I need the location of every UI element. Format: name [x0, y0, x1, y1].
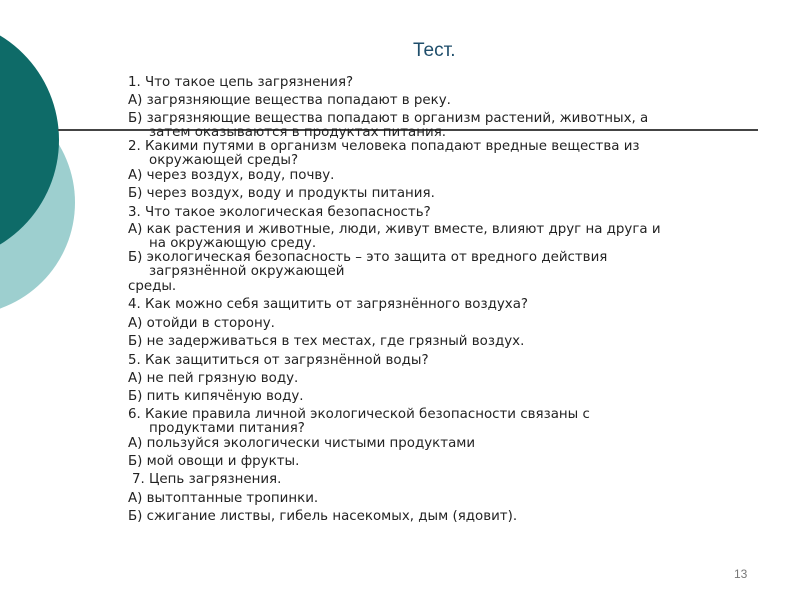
question-5: 5. Как защититься от загрязнённой воды?	[128, 352, 429, 368]
answer-2b: Б) через воздух, воду и продукты питания.	[128, 186, 435, 202]
question-3: 3. Что такое экологическая безопасность?	[128, 204, 431, 220]
test-questions	[128, 75, 748, 528]
answer-7a: А) вытоптанные тропинки.	[128, 490, 319, 506]
answer-6a: А) пользуйся экологически чистыми продуктами	[128, 435, 476, 451]
question-7: 7. Цепь загрязнения.	[132, 472, 282, 488]
answer-6b: Б) мой овощи и фрукты.	[128, 454, 300, 470]
answer-3a: А) как растения и животные, люди, живут вместе, влияют друг на друга и	[128, 221, 661, 237]
question-2: 2. Какими путями в организм человека попадают вредные вещества из	[128, 138, 640, 154]
answer-5a: А) не пей грязную воду.	[128, 370, 299, 386]
answer-3b-end: среды.	[128, 278, 177, 294]
answer-1b: Б) загрязняющие вещества попадают в организм растений, животных, а	[128, 110, 649, 126]
question-6: 6. Какие правила личной экологической безопасности связаны с	[128, 406, 590, 422]
answer-3b-continued: загрязнённой окружающей	[149, 263, 345, 279]
answer-3b: Б) экологическая безопасность – это защита от вредного действия	[128, 249, 608, 265]
question-6-continued: продуктами питания?	[149, 420, 305, 436]
page-number: 13	[734, 567, 748, 581]
slide-title: Тест.	[413, 40, 456, 61]
question-4: 4. Как можно себя защитить от загрязнённого воздуха?	[128, 297, 529, 313]
question-1: 1. Что такое цепь загрязнения?	[128, 75, 354, 90]
answer-1b-continued: затем оказываются в продуктах питания.	[149, 124, 447, 140]
answer-3a-continued: на окружающую среду.	[149, 235, 317, 251]
answer-4b: Б) не задерживаться в тех местах, где грязный воздух.	[128, 334, 525, 350]
answer-1a: А) загрязняющие вещества попадают в реку.	[128, 93, 451, 109]
answer-4a: А) отойди в сторону.	[128, 315, 275, 331]
answer-7b: Б) сжигание листвы, гибель насекомых, дым (ядовит).	[128, 509, 518, 525]
answer-5b: Б) пить кипячёную воду.	[128, 389, 304, 405]
answer-2a: А) через воздух, воду, почву.	[128, 167, 335, 183]
question-2-continued: окружающей среды?	[149, 152, 299, 168]
